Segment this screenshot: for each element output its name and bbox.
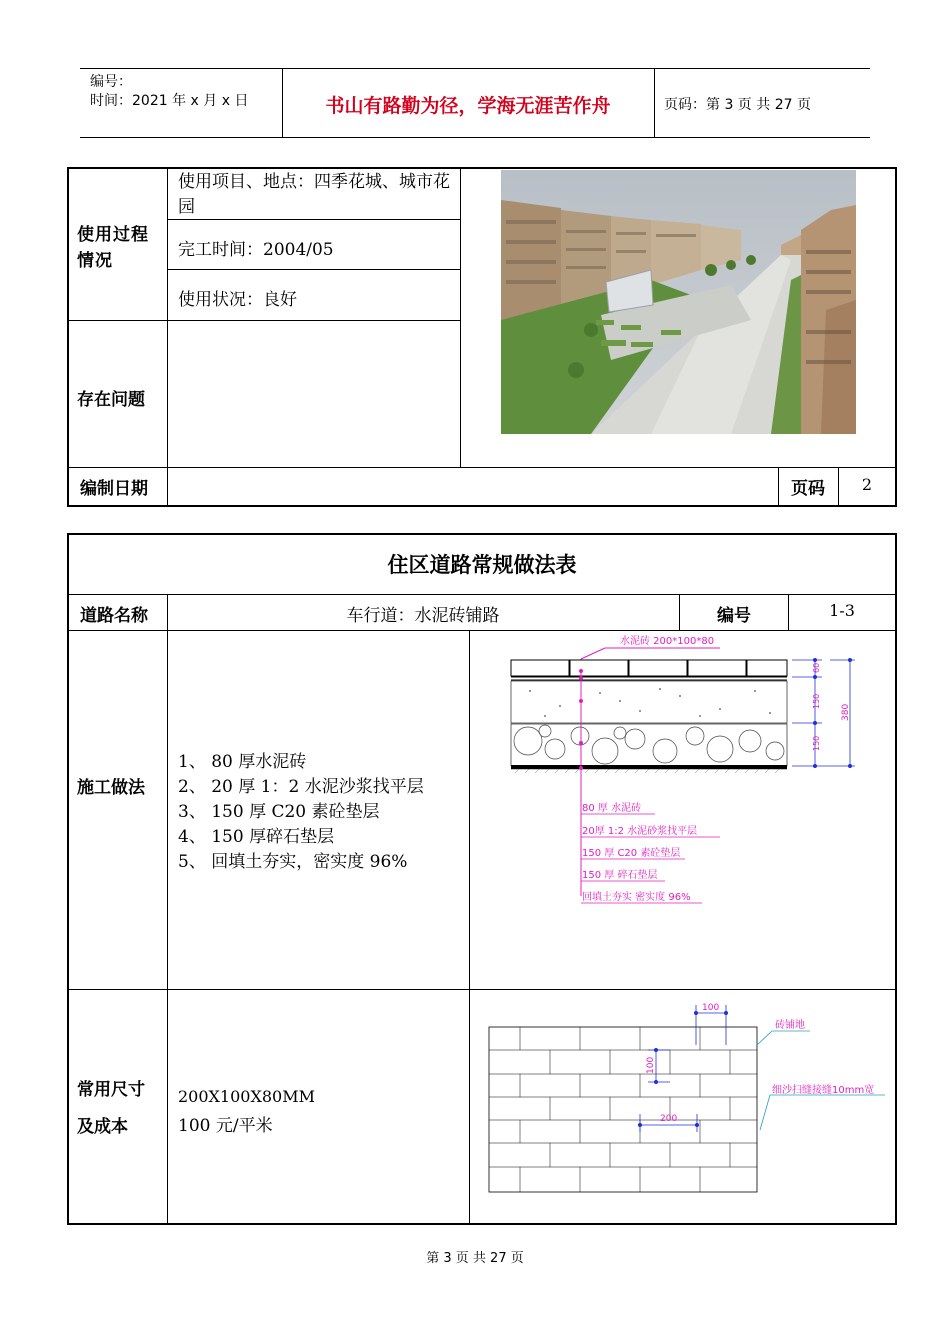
layer-label: 20厚 1:2 水泥砂浆找平层 (582, 826, 698, 837)
page-footer: 第 3 页 共 27 页 (426, 1251, 524, 1266)
dim-label: 150 (812, 735, 821, 751)
step-item: 2、 20 厚 1：2 水泥沙浆找平层 (178, 777, 424, 797)
section-top-label: 水泥砖 200*100*80 (620, 636, 715, 647)
plan-dim-side: 100 (646, 1056, 656, 1074)
dim-label: 60 (812, 662, 821, 673)
number-label: 编号： (90, 74, 132, 90)
cost-value: 100 元/平米 (178, 1116, 273, 1136)
layer-label: 150 厚 碎石垫层 (582, 870, 658, 881)
layer-label: 150 厚 C20 素砼垫层 (582, 848, 681, 859)
road-name-label: 道路名称 (80, 606, 148, 626)
step-item: 5、 回填土夯实，密实度 96% (178, 852, 408, 872)
road-name-value: 车行道：水泥砖铺路 (346, 606, 500, 626)
date-label: 时间：2021 年 x 月 x 日 (90, 93, 249, 109)
compiled-date-label: 编制日期 (80, 479, 148, 499)
page-value: 2 (861, 475, 873, 494)
site-photo (501, 170, 856, 434)
code-value: 1-3 (829, 601, 855, 620)
layer-label: 回填土夯实 密实度 96% (582, 892, 691, 903)
issues-label: 存在问题 (77, 390, 145, 410)
table-title: 住区道路常规做法表 (387, 553, 577, 577)
plan-label-joint: 细沙扫缝接缝10mm宽 (772, 1085, 875, 1096)
size-value: 200X100X80MM (178, 1087, 315, 1106)
step-item: 4、 150 厚碎石垫层 (178, 827, 335, 847)
header-divider-right (654, 69, 655, 137)
header-page-info: 页码：第 3 页 共 27 页 (664, 97, 811, 113)
header-meta (90, 73, 248, 111)
step-item: 1、 80 厚水泥砖 (178, 752, 307, 772)
size-label-2: 及成本 (77, 1117, 128, 1137)
usage-label: 使用过程情况 (77, 225, 149, 271)
page-label: 页码 (791, 479, 825, 499)
code-label: 编号 (717, 606, 751, 626)
project-text: 使用项目、地点：四季花城、城市花园 (178, 172, 450, 217)
header-motto: 书山有路勤为径，学海无涯苦作舟 (325, 95, 611, 117)
dim-label: 380 (841, 703, 851, 721)
plan-diagram (470, 990, 895, 1223)
plan-dim-top: 100 (702, 1003, 720, 1013)
plan-label-paving: 砖铺地 (775, 1020, 805, 1031)
plan-dim-bottom: 200 (660, 1114, 678, 1124)
dim-label: 150 (812, 693, 821, 709)
size-label-1: 常用尺寸 (77, 1080, 145, 1100)
construction-steps (178, 750, 424, 875)
completion-text: 完工时间：2004/05 (178, 240, 334, 260)
status-text: 使用状况：良好 (178, 290, 297, 310)
page-header (80, 68, 870, 138)
step-item: 3、 150 厚 C20 素砼垫层 (178, 802, 380, 822)
construction-label: 施工做法 (77, 778, 145, 798)
section-diagram (470, 631, 895, 989)
layer-label: 80 厚 水泥砖 (582, 803, 642, 814)
